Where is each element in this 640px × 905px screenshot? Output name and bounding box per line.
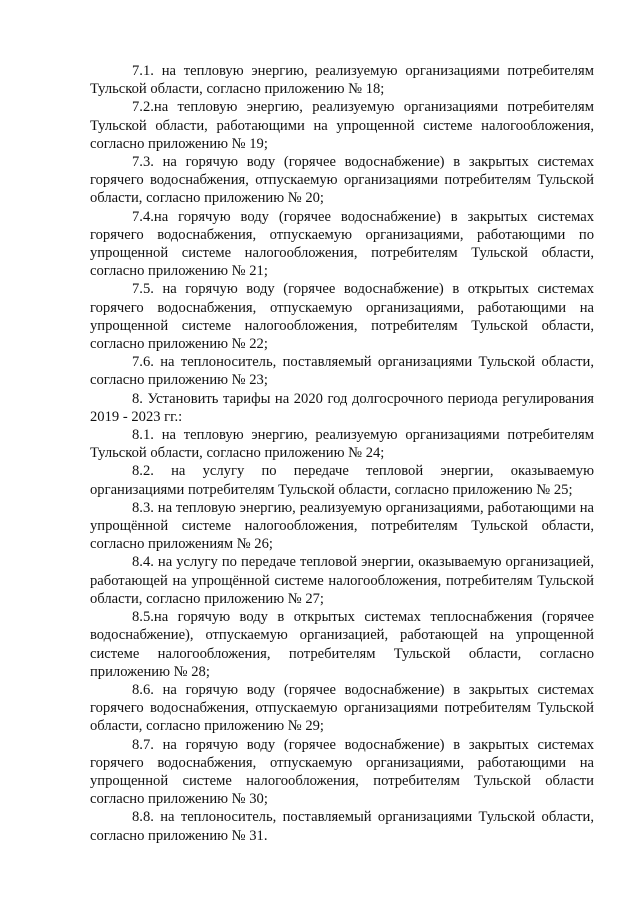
paragraph-7-4: 7.4.на горячую воду (горячее водоснабжение) в закрытых системах горячего водоснабжения, отпускаемую организациями, работающими по упрощенной системе налогообложения, потребителям Тульской области, согласно приложению № 21; xyxy=(90,208,594,280)
paragraph-8-4: 8.4. на услугу по передаче тепловой энергии, оказываемую организацией, работающей на упрощённой системе налогообложения, потребителям Тульской области, согласно приложению № 27; xyxy=(90,554,594,607)
paragraph-8-3: 8.3. на тепловую энергию, реализуемую организациями, работающими на упрощённой системе налогообложения, потребителям Тульской области, согласно приложениям № 26; xyxy=(90,499,594,553)
paragraph-8: 8. Установить тарифы на 2020 год долгосрочного периода регулирования 2019 - 2023 гг.: xyxy=(90,390,594,425)
paragraph-8-5: 8.5.на горячую воду в открытых системах теплоснабжения (горячее водоснабжение), отпускаемую организацией, работающей на упрощенной системе налогообложения, потребителям Тульской области, согласно приложению № 28; xyxy=(90,609,594,680)
paragraph-8-1: 8.1. на тепловую энергию, реализуемую организациями потребителям Тульской области, согласно приложению № 24; xyxy=(90,427,594,462)
paragraph-8-7: 8.7. на горячую воду (горячее водоснабжение) в закрытых системах горячего водоснабжения, отпускаемую организациями, работающими на упрощенной системе налогообложения, потребителям Тульской области согласно приложению № 30; xyxy=(90,736,594,808)
paragraph-8-2: 8.2. на услугу по передаче тепловой энергии, оказываемую организациями потребителям Тульской области, согласно приложению № 25; xyxy=(90,463,594,498)
paragraph-8-6: 8.6. на горячую воду (горячее водоснабжение) в закрытых системах горячего водоснабжения, отпускаемую организациями потребителям Тульской области, согласно приложению № 29; xyxy=(90,681,594,735)
paragraph-7-6: 7.6. на теплоноситель, поставляемый организациями Тульской области, согласно приложению № 23; xyxy=(90,354,594,389)
document-page xyxy=(90,62,594,845)
paragraph-7-2: 7.2.на тепловую энергию, реализуемую организациями потребителям Тульской области, работающими на упрощенной системе налогообложения, согласно приложению № 19; xyxy=(90,99,594,152)
paragraph-7-5: 7.5. на горячую воду (горячее водоснабжение) в открытых системах горячего водоснабжения, отпускаемую организациями, работающими на упрощенной системе налогообложения, потребителям Тульской области, согласно приложению № 22; xyxy=(90,281,594,353)
paragraph-7-1: 7.1. на тепловую энергию, реализуемую организациями потребителям Тульской области, согласно приложению № 18; xyxy=(90,63,594,98)
paragraph-7-3: 7.3. на горячую воду (горячее водоснабжение) в закрытых системах горячего водоснабжения, отпускаемую организациями потребителям Тульской области, согласно приложению № 20; xyxy=(90,154,594,207)
paragraph-8-8: 8.8. на теплоноситель, поставляемый организациями Тульской области, согласно приложению № 31. xyxy=(90,809,594,844)
